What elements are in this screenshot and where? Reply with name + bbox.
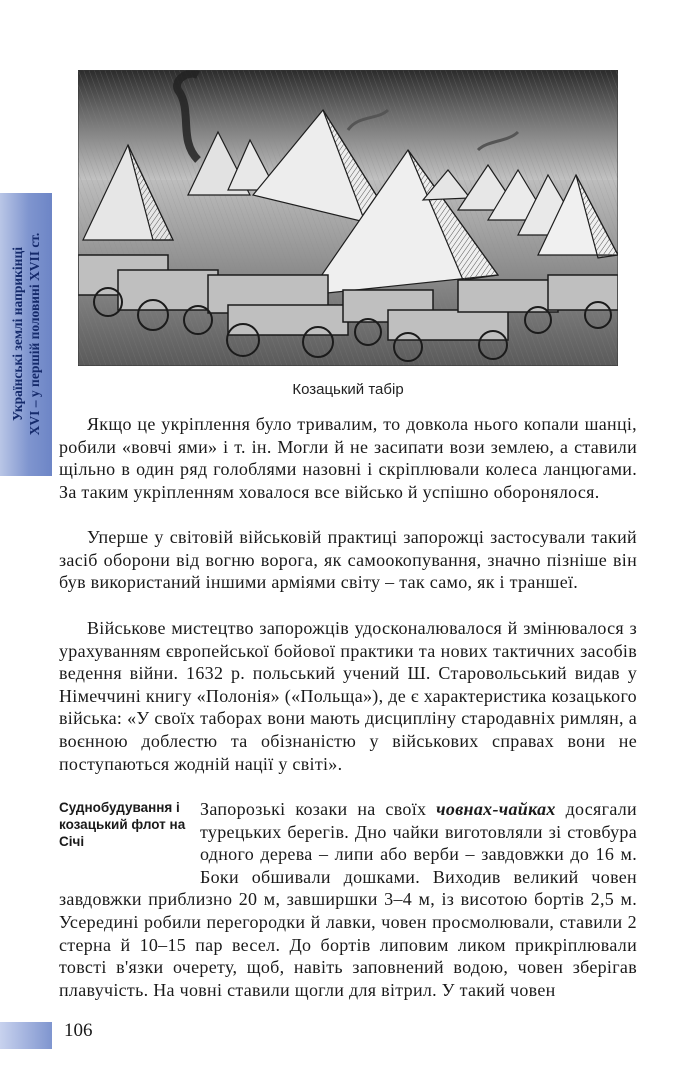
chapter-title-vertical	[0, 193, 52, 476]
figure-caption: Козацький табір	[292, 381, 404, 398]
engraving-image	[78, 70, 618, 366]
section-term: човнах-чайках	[436, 799, 556, 819]
section-paragraph	[59, 798, 637, 1001]
chapter-title-line1: Українські землі наприкінці	[10, 247, 25, 421]
cossack-camp-illustration	[78, 70, 618, 366]
section-text-after: досягали турецьких берегів. Дно чайки виготовляли зі стовбура одного дерева – липи або верби – завдовжки до 16 м. Боки обшивали дошками. Виходив великий човен завдовжки приблизно 20 м, завширшки 3–4 м, із висотою бортів 2,5 м. Усередині робили перегородки й лавки, човен просмолювали, ставили 2 стерна й 10–15 пар весел. До бортів липовим ликом прикріплювали товсті в'язки очерету, щоб, навіть заповнений водою, човен зберігав плавучість. На човні ставили щогли для вітрил. У такий човен	[59, 799, 637, 1000]
page-number: 106	[64, 1020, 93, 1041]
section-side-heading: Суднобудування і козацький флот на Січі	[59, 800, 186, 849]
paragraph-2: Уперше у світовій військовій практиці запорожці застосували такий засіб оборони від вогню ворога, як самоокопування, значно пізніше він був використаний іншими арміями світу – так само, як і траншеї.	[59, 527, 637, 593]
chapter-title-line2: XVI – у першій половині XVII ст.	[27, 232, 42, 436]
heading-spacer	[59, 798, 200, 866]
page-number-tab	[0, 1022, 52, 1049]
section-text-before: Запорозькі козаки на своїх	[200, 799, 437, 819]
paragraph-3: Військове мистецтво запорожців удосконалювалося й змінювалося з урахуванням європейської бойової практики та нових тактичних засобів ведення війни. 1632 р. польський учений Ш. Старовольський видав у Німеччині книгу «Полонія» («Польща»), де є характеристика козацького війська: «У своїх таборах вони мають дисципліну стародавніх римлян, а воєнною доблестю та обізнаністю у військових справах вони не поступаються жодній нації у світі».	[59, 618, 637, 774]
paragraph-1: Якщо це укріплення було тривалим, то довкола нього копали шанці, робили «вовчі ями» і т. ін. Могли й не засипати вози землею, а ставили щільно в один ряд голоблями назовні і скріплювали колеса ланцюгами. За таким укріпленням ховалося все військо й успішно оборонялося.	[59, 414, 637, 502]
